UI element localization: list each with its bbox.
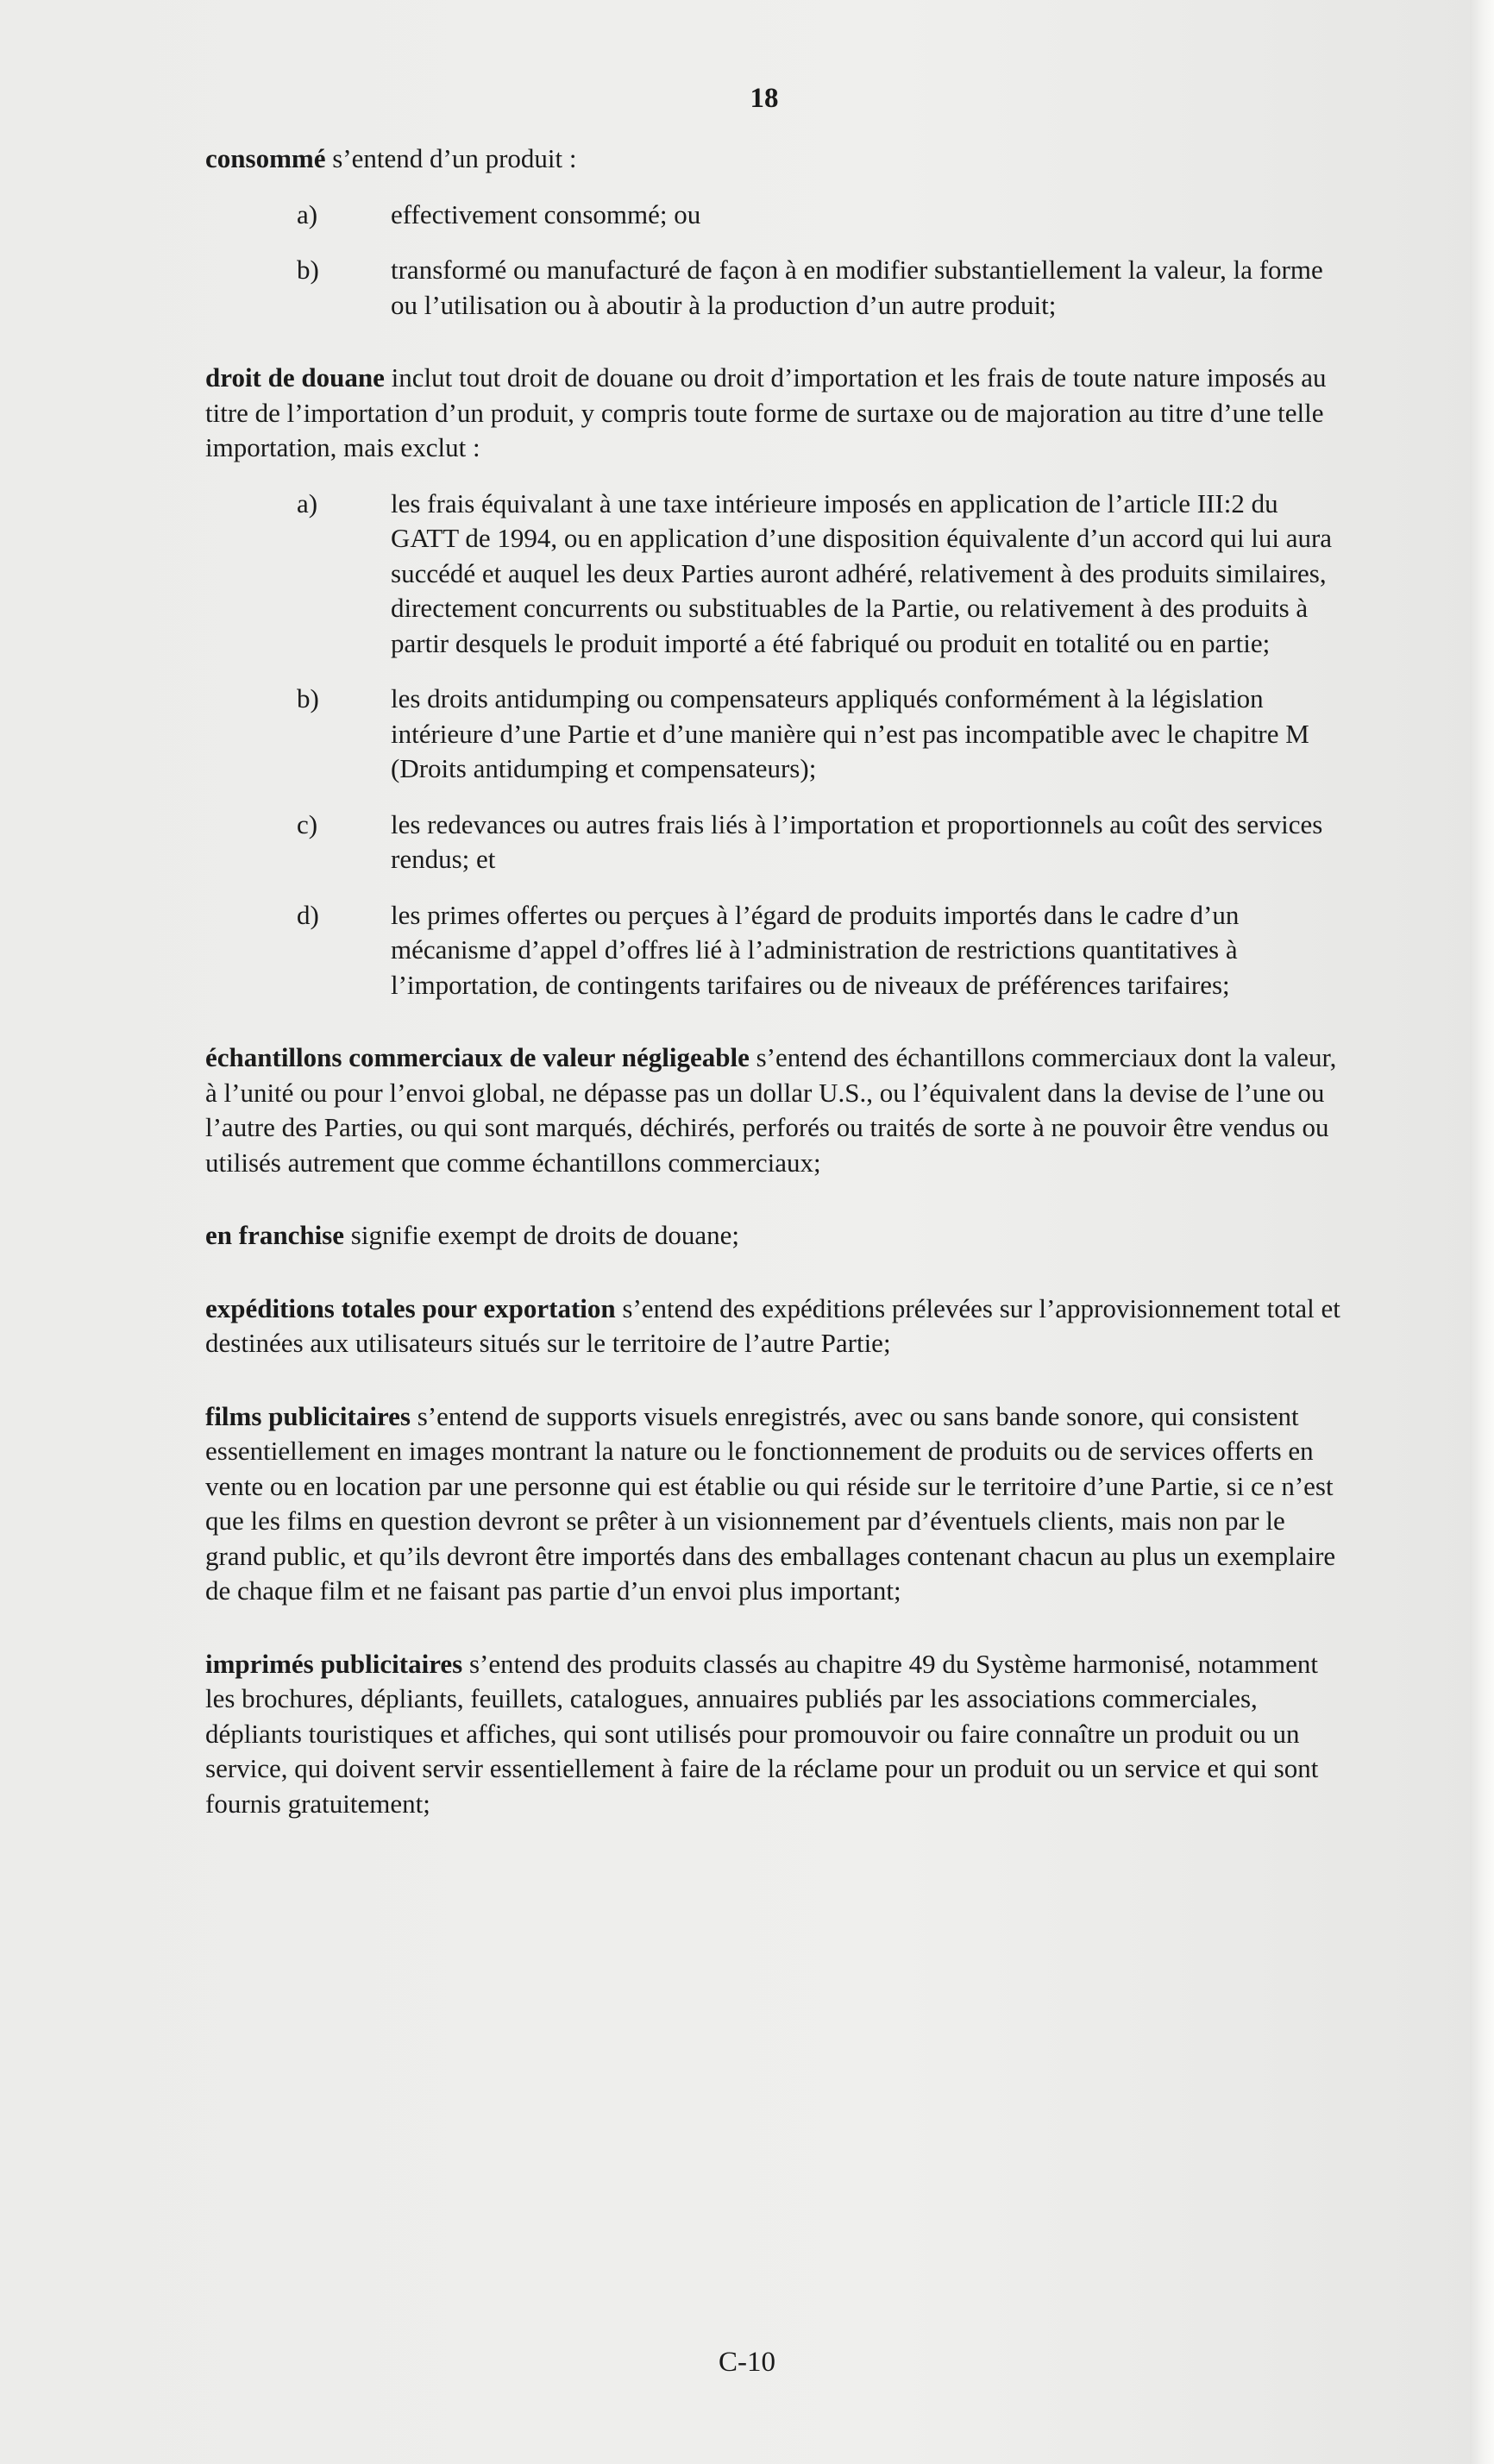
definition-text: signifie exempt de droits de douane;: [344, 1220, 740, 1250]
definition-term: consommé: [205, 143, 326, 173]
definition-entry: [205, 141, 1353, 323]
definition-text: s’entend de supports visuels enregistrés, avec ou sans bande sonore, qui consistent essentiellement en images montrant la nature ou le fonctionnement de produits ou de services offerts en vente ou en location par une personne qui est établie ou qui réside sur le territoire d’une Partie, si ce n’est que les films en question devront se prêter à un visionnement par d’éventuels clients, mais non par le grand public, et qu’ils devront être importés dans des emballages contenant chacun au plus un exemplaire de chaque film et ne faisant pas partie d’un envoi plus important;: [205, 1400, 1336, 1606]
definition-entry: [205, 1399, 1353, 1609]
definition-term: droit de douane: [205, 362, 385, 393]
definition-paragraph: [205, 141, 1353, 177]
item-text: les redevances ou autres frais liés à l’importation et proportionnels au coût des services rendus; et: [391, 808, 1323, 874]
list-item: [205, 682, 1353, 787]
list-item: [205, 253, 1353, 323]
item-label: d): [297, 899, 319, 930]
list-item: [205, 898, 1353, 1003]
page-edge: [1470, 0, 1494, 2464]
definition-entry: [205, 1647, 1353, 1822]
definition-term: échantillons commerciaux de valeur négligeable: [205, 1042, 750, 1072]
definition-text: s’entend des produits classés au chapitre 49 du Système harmonisé, notamment les brochures, dépliants, feuillets, catalogues, annuaires publiés par les associations commerciales, dépliants touristiques et affiches, qui sont utilisés pour promouvoir ou faire connaître un produit ou un service, qui doivent servir essentiellement à faire de la réclame pour un produit ou un service et qui sont fournis gratuitement;: [205, 1648, 1319, 1819]
item-text: les frais équivalant à une taxe intérieure imposés en application de l’article III:2 du GATT de 1994, ou en application d’une disposition équivalente d’un accord qui lui aura succédé et auquel les deux Parties auront adhéré, relativement à des produits similaires, directement concurrents ou substituables de la Partie, ou relativement à des produits à partir desquels le produit importé a été fabriqué ou produit en totalité ou en partie;: [391, 487, 1333, 658]
list-item: [205, 808, 1353, 877]
definition-text: s’entend des échantillons commerciaux dont la valeur, à l’unité ou pour l’envoi global, ne dépasse pas un dollar U.S., ou l’équivalent dans la devise de l’une ou l’autre des Parties, ou qui sont marqués, déchirés, perforés ou traités de sorte à ne pouvoir être vendus ou utilisés autrement que comme échantillons commerciaux;: [205, 1042, 1337, 1178]
definition-paragraph: [205, 1647, 1353, 1822]
item-label: a): [297, 198, 318, 229]
item-label: a): [297, 487, 318, 519]
definition-term: films publicitaires: [205, 1400, 411, 1431]
definition-paragraph: [205, 1292, 1353, 1361]
definition-paragraph: [205, 1040, 1353, 1180]
definition-entry: [205, 1218, 1353, 1254]
list-item: [205, 198, 1353, 233]
definition-text: s’entend des expéditions prélevées sur l’approvisionnement total et destinées aux utilisateurs situés sur le territoire de l’autre Partie;: [205, 1292, 1340, 1358]
definition-entry: [205, 1292, 1353, 1361]
definition-paragraph: [205, 1399, 1353, 1609]
definition-paragraph: [205, 361, 1353, 466]
definition-paragraph: [205, 1218, 1353, 1254]
definition-term: imprimés publicitaires: [205, 1648, 463, 1679]
definition-items: [205, 487, 1353, 1003]
item-text: les droits antidumping ou compensateurs appliqués conformément à la législation intérieure d’une Partie et d’une manière qui n’est pas incompatible avec le chapitre M (Droits antidumping et compensateurs);: [391, 683, 1309, 783]
item-text: transformé ou manufacturé de façon à en modifier substantiellement la valeur, la forme ou l’utilisation ou à aboutir à la production d’un autre produit;: [391, 255, 1323, 320]
definition-items: [205, 198, 1353, 324]
item-label: c): [297, 808, 318, 839]
definition-entry: [205, 361, 1353, 1003]
definition-term: expéditions totales pour exportation: [205, 1292, 616, 1323]
item-label: b): [297, 683, 319, 713]
definition-entry: [205, 1040, 1353, 1180]
definition-text: s’entend d’un produit :: [325, 143, 577, 173]
page-number: 18: [750, 83, 779, 114]
definitions-list: [205, 141, 1353, 1859]
footer-code: C-10: [719, 2347, 775, 2378]
definition-term: en franchise: [205, 1220, 345, 1250]
item-text: les primes offertes ou perçues à l’égard de produits importés dans le cadre d’un mécanisme d’appel d’offres lié à l’administration de restrictions quantitatives à l’importation, de contingents tarifaires ou de niveaux de préférences tarifaires;: [391, 899, 1240, 1000]
definition-text: inclut tout droit de douane ou droit d’importation et les frais de toute nature imposés au titre de l’importation d’un produit, y compris toute forme de surtaxe ou de majoration au titre d’une telle importation, mais exclut :: [205, 362, 1327, 462]
item-text: effectivement consommé; ou: [391, 198, 701, 229]
list-item: [205, 487, 1353, 662]
item-label: b): [297, 255, 319, 285]
